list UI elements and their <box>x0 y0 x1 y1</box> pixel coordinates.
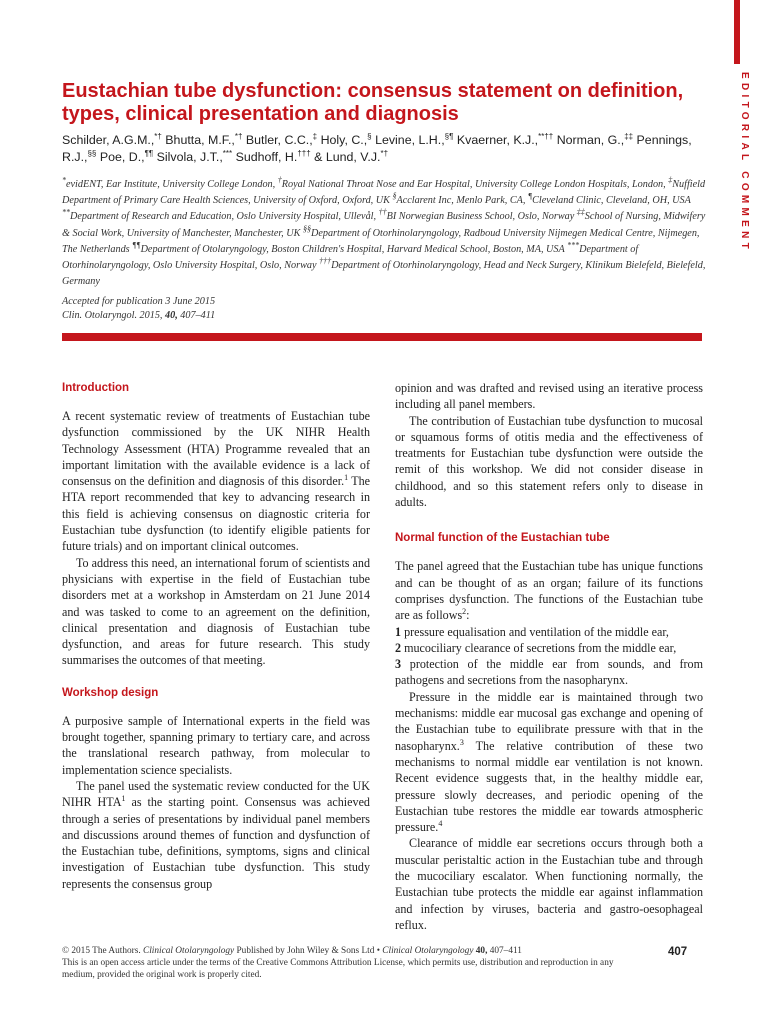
author-affiliation-mark: ††† <box>297 148 311 158</box>
affiliations <box>62 177 712 290</box>
function-text: mucociliary clearance of secretions from the middle ear, <box>401 640 677 655</box>
author-name: Silvola, J.T., <box>156 150 223 164</box>
affiliation-text: Royal National Throat Nose and Ear Hospital, University College London Hospitals, London, <box>281 179 669 190</box>
function-number: 1 <box>395 624 402 639</box>
author-name: Schilder, A.G.M., <box>62 133 155 147</box>
affiliation-text: School of Nursing, Midwifery & Social Work, University of Manchester, Manchester, UK <box>62 211 706 239</box>
workshop-paragraph-2: The panel used the systematic review conducted for the UK NIHR HTA$^1$ as the starting point. Consensus was achieved through a series of presentations by individual panel members and discussions around themes of function and dysfunction of the Eustachian tube, definitions, symptoms, signs and clinical investigation of Eustachian tube dysfunction. This study represents the consensus group <box>62 778 370 891</box>
affiliation-text: Department of Otorhinolaryngology, Head and Neck Surgery, Klinikum Bielefeld, Bielefeld, Germany <box>62 260 706 288</box>
affiliation-mark: § <box>392 191 397 201</box>
affiliation-text: BI Norwegian Business School, Oslo, Norway <box>386 211 577 223</box>
article-title: Eustachian tube dysfunction: consensus statement on definition, types, clinical presentation and diagnosis <box>62 80 684 125</box>
copyright-line: © 2015 The Authors. Clinical Otolaryngology Published by John Wiley & Sons Ltd • Clinical Otolaryngology 40, 407–411 <box>62 946 522 956</box>
author-affiliation-mark: *** <box>222 148 233 158</box>
function-list-item <box>395 640 703 656</box>
author-list: Schilder, A.G.M.,*† Bhutta, M.F.,*† Butler, C.C.,‡ Holy, C.,§ Levine, L.H.,§¶ Kvaerner, K.J.,**†† Norman, G.,‡‡ Pennings, R.J.,§§ Poe, D.,¶¶ Silvola, J.T.,*** Sudhoff, H.††† & Lund, V.J.*† <box>62 131 692 164</box>
author-affiliation-mark: § <box>367 131 372 141</box>
header-divider <box>62 333 702 341</box>
author-name: Levine, L.H., <box>375 133 445 147</box>
heading-introduction: Introduction <box>62 382 130 394</box>
right-column <box>395 380 703 933</box>
author-affiliation-mark: *† <box>380 148 389 158</box>
workshop-paragraph-1: A purposive sample of International experts in the field was brought together, spanning primary to tertiary care, and across the translational research pathway, from molecular to implementation science specialists. <box>62 713 370 777</box>
page-footer <box>62 946 622 981</box>
affiliation-text: Department of Otolaryngology, Boston Children's Hospital, Harvard Medical School, Boston, MA, USA <box>140 243 568 255</box>
author-name: Bhutta, M.F., <box>165 133 235 147</box>
citation: Clin. Otolaryngol. 2015, 40, 407–411 <box>62 310 216 321</box>
affiliation-mark: *** <box>567 240 580 250</box>
affiliation-mark: ** <box>62 208 70 218</box>
author-affiliation-mark: *† <box>154 131 162 141</box>
author-name: Norman, G., <box>556 133 625 147</box>
normal-paragraph-2: Pressure in the middle ear is maintained through two mechanisms: middle ear mucosal gas exchange and opening of the Eustachian tube to equilibrate pressure with that in the nasopharynx.$^3$ The relative contribution of these two mechanisms to normal middle ear ventilation is not known. Recent evidence suggests that, in the healthy middle ear, pressure slowly decreases, and periodic opening of the Eustachian tube restores the middle ear towards atmospheric pressure.$^4$ <box>395 689 703 835</box>
workshop-paragraph-3: The contribution of Eustachian tube dysfunction to mucosal or squamous forms of otitis media and the effectiveness of treatments for Eustachian tube dysfunction were outside the remit of this workshop. We did not consider disease in childhood, and so this statement refers only to disease in adults. <box>395 413 703 510</box>
left-column <box>62 380 370 892</box>
function-text: pressure equalisation and ventilation of the middle ear, <box>401 624 669 639</box>
author-name: Lund, V.J. <box>325 150 381 164</box>
accepted-date: Accepted for publication 3 June 2015 <box>62 296 216 307</box>
affiliation-mark: † <box>277 175 282 185</box>
author-affiliation-mark: §§ <box>87 148 97 158</box>
affiliation-mark: ¶ <box>527 191 533 201</box>
function-list-item <box>395 656 703 689</box>
author-name: Poe, D., <box>99 150 145 164</box>
heading-workshop-design: Workshop design <box>62 686 159 699</box>
affiliation-mark: †† <box>378 208 387 218</box>
function-list <box>395 624 703 689</box>
function-number: 2 <box>395 640 402 655</box>
function-list-item <box>395 624 703 640</box>
affiliation-text: evidENT, Ear Institute, University College London, <box>66 179 278 190</box>
affiliation-mark: ‡‡ <box>576 208 585 218</box>
author-affiliation-mark: ¶¶ <box>144 148 154 158</box>
function-number: 3 <box>395 657 402 672</box>
section-color-bar <box>734 0 740 64</box>
affiliation-text: Nuffield Department of Primary Care Health Sciences, University of Oxford, Oxford, UK <box>62 179 706 207</box>
heading-normal-function: Normal function of the Eustachian tube <box>395 532 610 545</box>
publication-info <box>62 295 462 323</box>
affiliation-mark: §§ <box>302 224 311 234</box>
author-affiliation-mark: ‡‡ <box>624 131 634 141</box>
page-number: 407 <box>668 946 688 958</box>
author-name: Butler, C.C., <box>245 133 313 147</box>
author-affiliation-mark: **†† <box>538 131 554 141</box>
function-text: protection of the middle ear from sounds, and from pathogens and secretions from the nasopharynx. <box>395 657 703 688</box>
author-name: Sudhoff, H. <box>235 150 298 164</box>
affiliation-mark: * <box>62 175 66 185</box>
normal-paragraph-3: Clearance of middle ear secretions occurs through both a muscular peristaltic action in the Eustachian tube and through the mucociliary escalator. When functioning normally, the Eustachian tube protects the middle ear against inflammation and infection by viruses, bacteria and gastro-oesophageal reflux. <box>395 836 703 932</box>
affiliation-text: Cleveland Clinic, Cleveland, OH, USA <box>532 195 691 207</box>
intro-paragraph-2: To address this need, an international forum of scientists and physicians with expertise in the field of Eustachian tube disorders met at a workshop in Amsterdam on 21 June 2014 and was tasked to come to an agreement on the definition, clinical presentation and diagnosis of Eustachian tube dysfunction, and areas for future research. This study summarises the outcomes of that meeting. <box>62 555 370 668</box>
workshop-paragraph-2-continued: opinion and was drafted and revised using an iterative process including all panel members. <box>395 381 703 412</box>
author-affiliation-mark: *† <box>234 131 243 141</box>
affiliation-text: Department of Otorhinolaryngology, Oslo University Hospital, Oslo, Norway <box>62 243 639 272</box>
author-affiliation-mark: ‡ <box>312 131 318 141</box>
affiliation-text: Acclarent Inc, Menlo Park, CA, <box>396 195 528 207</box>
author-name: Pennings, R.J., <box>62 133 692 164</box>
affiliation-mark: ††† <box>319 256 332 266</box>
section-label: EDITORIAL COMMENT <box>739 72 750 254</box>
affiliation-text: Department of Otorhinolaryngology, Radboud University Nijmegen Medical Centre, Nijmegen, The Netherlands <box>62 227 700 255</box>
author-name: Holy, C., <box>320 133 368 147</box>
author-affiliation-mark: §¶ <box>444 131 454 141</box>
author-name: Kvaerner, K.J., <box>456 133 539 147</box>
affiliation-mark: ‡ <box>668 175 673 185</box>
normal-paragraph-1: The panel agreed that the Eustachian tube has unique functions and can be thought of as an organ; failure of its functions comprises dysfunction. The functions of the Eustachian tube are as follows$^2$: <box>395 559 703 623</box>
intro-paragraph-1: A recent systematic review of treatments of Eustachian tube dysfunction commissioned by the UK NIHR Health Technology Assessment (HTA) Programme revealed that an important limitation with the available evidence is a lack of consensus on the definition and diagnosis of this disorder.$^1$ The HTA report recommended that key to advancing research in this field is achieving consensus on diagnostic criteria for Eustachian tube dysfunction (to identify eligible patients for future trials) and on important clinical outcomes. <box>62 409 371 554</box>
affiliation-mark: ¶¶ <box>132 240 141 250</box>
license-text: This is an open access article under the terms of the Creative Commons Attribution License, which permits use, distribution and reproduction in any medium, provided the original work is properly cited. <box>62 957 614 980</box>
affiliation-text: Department of Research and Education, Oslo University Hospital, Ullevål, <box>70 211 379 223</box>
